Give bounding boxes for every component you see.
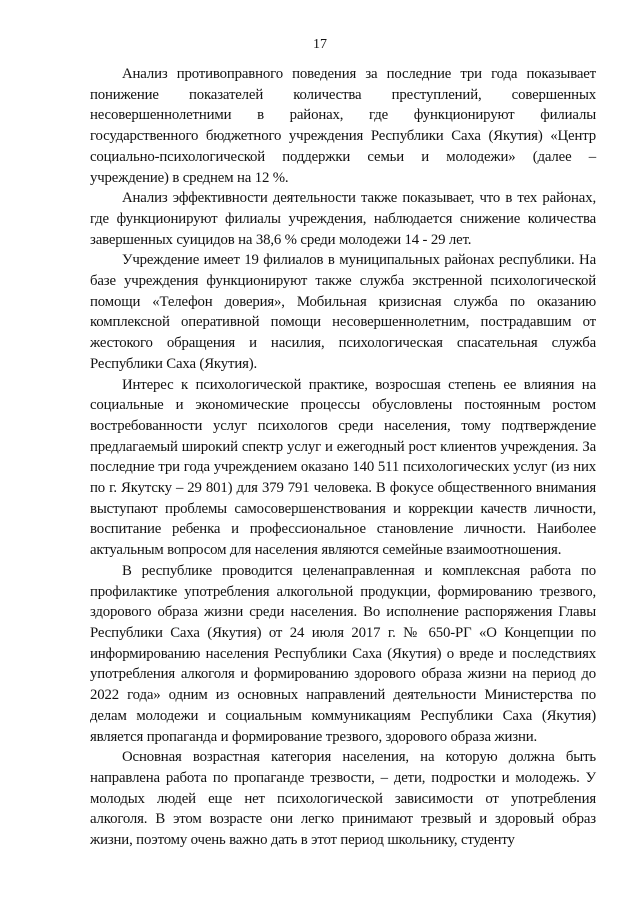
paragraph-target-age-group: Основная возрастная категория населения, на которую должна быть направлена работа по пропаганде трезвости, – дети, подростки и молодежь. У молодых людей еще нет психологической зависимости от употребления алкоголя. В этом возрасте они легко принимают трезвый и здоровый образ жизни, поэтому очень важно дать в этот период школьнику, студенту: [90, 749, 596, 849]
paragraph-effectiveness-analysis: Анализ эффективности деятельности также показывает, что в тех районах, где функционируют филиалы учреждения, наблюдается снижение количества завершенных суицидов на 38,6 % среди молодежи 14 - 29 лет.: [90, 190, 596, 248]
document-body: [90, 64, 596, 851]
page-number: 17: [313, 37, 327, 52]
paragraph-crime-analysis: Анализ противоправного поведения за последние три года показывает понижение показателей количества преступлений, совершенных несовершеннолетними в районах, где функционируют филиалы государственного бюджетного учреждения Республики Саха (Якутия) «Центр социально-психологической поддержки семьи и молодежи» (далее – учреждение) в среднем на 12 %.: [90, 66, 596, 186]
paragraph-branches: Учреждение имеет 19 филиалов в муниципальных районах республики. На базе учреждения функционируют также служба экстренной психологической помощи «Телефон доверия», Мобильная кризисная служба по оказанию комплексной оперативной помощи несовершеннолетним, пострадавшим от жестокого обращения и насилия, психологическая спасательная служба Республики Саха (Якутия).: [90, 252, 596, 372]
paragraph-psychological-practice: Интерес к психологической практике, возросшая степень ее влияния на социальные и экономические процессы обусловлены постоянным ростом востребованности услуг психологов среди населения, тому подтверждение предлагаемый широкий спектр услуг и ежегодный рост клиентов учреждения. За последние три года учреждением оказано 140 511 психологических услуг (из них по г. Якутску – 29 801) для 379 791 человека. В фокусе общественного внимания выступают проблемы самосовершенствования и коррекции качеств личности, воспитание ребенка и профессиональное становление личности. Наиболее актуальным вопросом для населения являются семейные взаимоотношения.: [90, 376, 596, 559]
paragraph-alcohol-prevention: В республике проводится целенаправленная и комплексная работа по профилактике употребления алкогольной продукции, формированию трезвого, здорового образа жизни среди населения. Во исполнение распоряжения Главы Республики Саха (Якутия) от 24 июля 2017 г. № 650-РГ «О Концепции по информированию населения Республики Саха (Якутия) о вреде и последствиях употребления алкоголя и формированию здорового образа жизни на период до 2022 года» одним из основных направлений деятельности Министерства по делам молодежи и социальным коммуникациям Республики Саха (Якутия) является пропаганда и формирование трезвого, здорового образа жизни.: [90, 562, 596, 745]
